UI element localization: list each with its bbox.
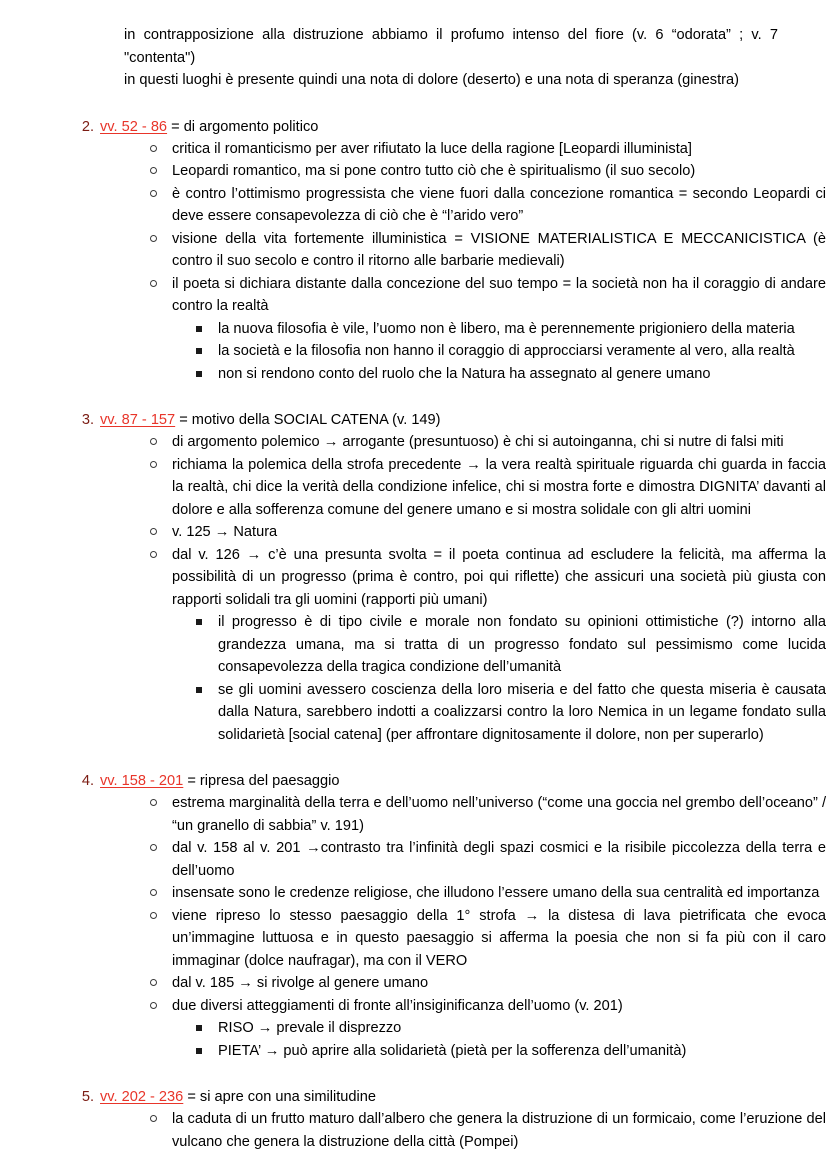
list-item-text: viene ripreso lo stesso paesaggio della 1° strofa → la distesa di lava pietrificata che evoca un’immagine luttuosa e in questo paesaggio si afferma la poesia che non si fa più con il caro immaginar (dolce naufragar), ma con il VERO [172, 907, 826, 969]
list-item-text: il poeta si dichiara distante dalla concezione del suo tempo = la società non ha il coraggio di andare contro la realtà [172, 275, 826, 314]
list-item-text: critica il romanticismo per aver rifiutato la luce della ragione [Leopardi illuminista] [172, 140, 692, 157]
circle-bullet-icon [150, 1115, 157, 1122]
list-item-text: la società e la filosofia non hanno il coraggio di approcciarsi veramente al vero, alla realtà [218, 343, 795, 359]
list-item-text: PIETA’ → può aprire alla solidarietà (pietà per la sofferenza dell’umanità) [218, 1042, 687, 1059]
list-item-text: la caduta di un frutto maturo dall’albero che genera la distruzione di un formicaio, come l’eruzione del vulcano che genera la distruzione della città (Pompei) [172, 1111, 826, 1150]
square-bullet-icon [196, 371, 202, 377]
section-heading [81, 1086, 826, 1108]
list-item-text: il progresso è di tipo civile e morale non fondato su opinioni ottimistiche (?) intorno alla grandezza umana, ma si tratta di un progresso fondato sul pessimismo come lucida consapevolezza della tragica condizione dell’umanità [218, 614, 826, 675]
circle-bullet-icon [150, 799, 157, 806]
list-item [172, 454, 826, 522]
square-bullet-icon [196, 687, 202, 693]
list-item [172, 882, 826, 905]
list-item-text: due diversi atteggiamenti di fronte all’insiginificanza dell’uomo (v. 201) [172, 997, 623, 1014]
list-item [172, 521, 826, 544]
list-item-text: Leopardi romantico, ma si pone contro tutto ciò che è spiritualismo (il suo secolo) [172, 163, 696, 179]
section-title: = di argomento politico [167, 118, 319, 135]
circle-bullet-icon [150, 912, 157, 919]
list-item-text: dal v. 158 al v. 201 →contrasto tra l’infinità degli spazi cosmici e la risibile piccolezza della terra e dell’uomo [172, 840, 826, 879]
list-item [172, 160, 826, 183]
bullet-list-level-3 [172, 1017, 826, 1062]
square-bullet-icon [196, 1048, 202, 1054]
list-item [218, 1017, 826, 1040]
list-item [172, 273, 826, 386]
section-heading [81, 409, 826, 431]
section-heading [81, 770, 826, 792]
circle-bullet-icon [150, 280, 157, 287]
section-title: = motivo della SOCIAL CATENA (v. 149) [175, 412, 441, 428]
circle-bullet-icon [150, 438, 157, 445]
circle-bullet-icon [150, 235, 157, 242]
square-bullet-icon [196, 326, 202, 332]
bullet-list-level-3 [172, 318, 826, 386]
list-item [172, 972, 826, 995]
circle-bullet-icon [150, 145, 157, 152]
circle-bullet-icon [150, 551, 157, 558]
list-item [172, 905, 826, 973]
intro-paragraph-1: in contrapposizione alla distruzione abbiamo il profumo intenso del fiore (v. 6 “odorata” ; v. 7 "contenta") [124, 27, 778, 66]
list-item [172, 995, 826, 1063]
circle-bullet-icon [150, 190, 157, 197]
bullet-list-level-2 [48, 1108, 826, 1153]
verse-range-link[interactable]: vv. 52 - 86 [100, 118, 168, 135]
list-item-text: v. 125 → Natura [172, 524, 278, 540]
list-item-text: visione della vita fortemente illuministica = VISIONE MATERIALISTICA E MECCANICISTICA (è contro il suo secolo e contro il ritorno alle barbarie medievali) [172, 230, 826, 269]
list-item [218, 340, 826, 363]
list-item [172, 228, 826, 273]
square-bullet-icon [196, 1025, 202, 1031]
bullet-list-level-2 [48, 138, 826, 386]
intro-paragraph-2: in questi luoghi è presente quindi una nota di dolore (deserto) e una nota di speranza (ginestra) [124, 72, 739, 88]
list-item [218, 1040, 826, 1063]
circle-bullet-icon [150, 1002, 157, 1009]
list-item-text: RISO → prevale il disprezzo [218, 1020, 402, 1036]
list-item [218, 611, 826, 679]
section-title: = si apre con una similitudine [183, 1089, 376, 1105]
section-number: 2. [81, 118, 94, 135]
list-item [172, 544, 826, 747]
square-bullet-icon [196, 348, 202, 354]
list-item-text: non si rendono conto del ruolo che la Natura ha assegnato al genere umano [218, 365, 711, 382]
bullet-list-level-3 [172, 611, 826, 746]
list-item-text: è contro l’ottimismo progressista che viene fuori dalla concezione romantica = secondo Leopardi ci deve essere consapevolezza di ciò che è “l’arido vero” [172, 185, 826, 224]
square-bullet-icon [196, 619, 202, 625]
section-4 [48, 770, 826, 1062]
list-item-text: di argomento polemico → arrogante (presuntuoso) è chi si autoinganna, chi si nutre di falsi miti [172, 434, 784, 450]
list-item-text: se gli uomini avessero coscienza della loro miseria e del fatto che questa miseria è causata dalla Natura, sarebbero indotti a coalizzarsi contro la loro Nemica in un legame fondato sulla solidarietà [social catena] (per affrontare dignitosamente il dolore, non per superarlo) [218, 681, 826, 743]
list-item-text: la nuova filosofia è vile, l’uomo non è libero, ma è perennemente prigioniero della materia [218, 320, 795, 337]
circle-bullet-icon [150, 461, 157, 468]
list-item [172, 138, 826, 161]
section-5 [48, 1086, 826, 1153]
verse-range-link[interactable]: vv. 87 - 157 [100, 412, 176, 428]
section-heading [81, 116, 826, 138]
section-3 [48, 409, 826, 746]
section-number: 5. [81, 1089, 94, 1105]
list-item-text: dal v. 126 → c’è una presunta svolta = il poeta continua ad escludere la felicità, ma afferma la possibilità di un progresso (prima è contro, poi qui riflette) che assicuri una società più giusta con rapporti solidali tra gli uomini (rapporti più umani) [172, 546, 826, 608]
circle-bullet-icon [150, 889, 157, 896]
verse-range-link[interactable]: vv. 158 - 201 [100, 773, 184, 789]
list-item [172, 1108, 826, 1153]
circle-bullet-icon [150, 979, 157, 986]
list-item-text: insensate sono le credenze religiose, che illudono l’essere umano della sua centralità ed importanza [172, 885, 820, 901]
bullet-list-level-2 [48, 431, 826, 746]
sections-container [48, 116, 826, 1154]
list-item [172, 837, 826, 882]
circle-bullet-icon [150, 528, 157, 535]
list-item-text: dal v. 185 → si rivolge al genere umano [172, 975, 429, 991]
list-item-text: richiama la polemica della strofa precedente → la vera realtà spirituale riguarda chi guarda in faccia la realtà, chi dice la verità della condizione infelice, chi si mostra forte e dimostra DIGNITA’ davanti al dolore e alla sofferenza comune del genere umano e si mostra solidale con gli altri uomini [172, 456, 826, 518]
list-item [218, 363, 826, 386]
list-item-text: estrema marginalità della terra e dell’uomo nell’universo (“come una goccia nel grembo dell’oceano” / “un granello di sabbia” v. 191) [172, 795, 826, 834]
section-number: 3. [81, 412, 94, 428]
list-item [218, 679, 826, 747]
list-item [172, 431, 826, 454]
verse-range-link[interactable]: vv. 202 - 236 [100, 1089, 184, 1105]
section-2 [48, 116, 826, 386]
section-title: = ripresa del paesaggio [183, 773, 340, 789]
section-number: 4. [81, 773, 94, 789]
list-item [172, 183, 826, 228]
intro-paragraph-block [124, 24, 778, 92]
circle-bullet-icon [150, 167, 157, 174]
bullet-list-level-2 [48, 792, 826, 1062]
circle-bullet-icon [150, 844, 157, 851]
list-item [218, 318, 826, 341]
list-item [172, 792, 826, 837]
